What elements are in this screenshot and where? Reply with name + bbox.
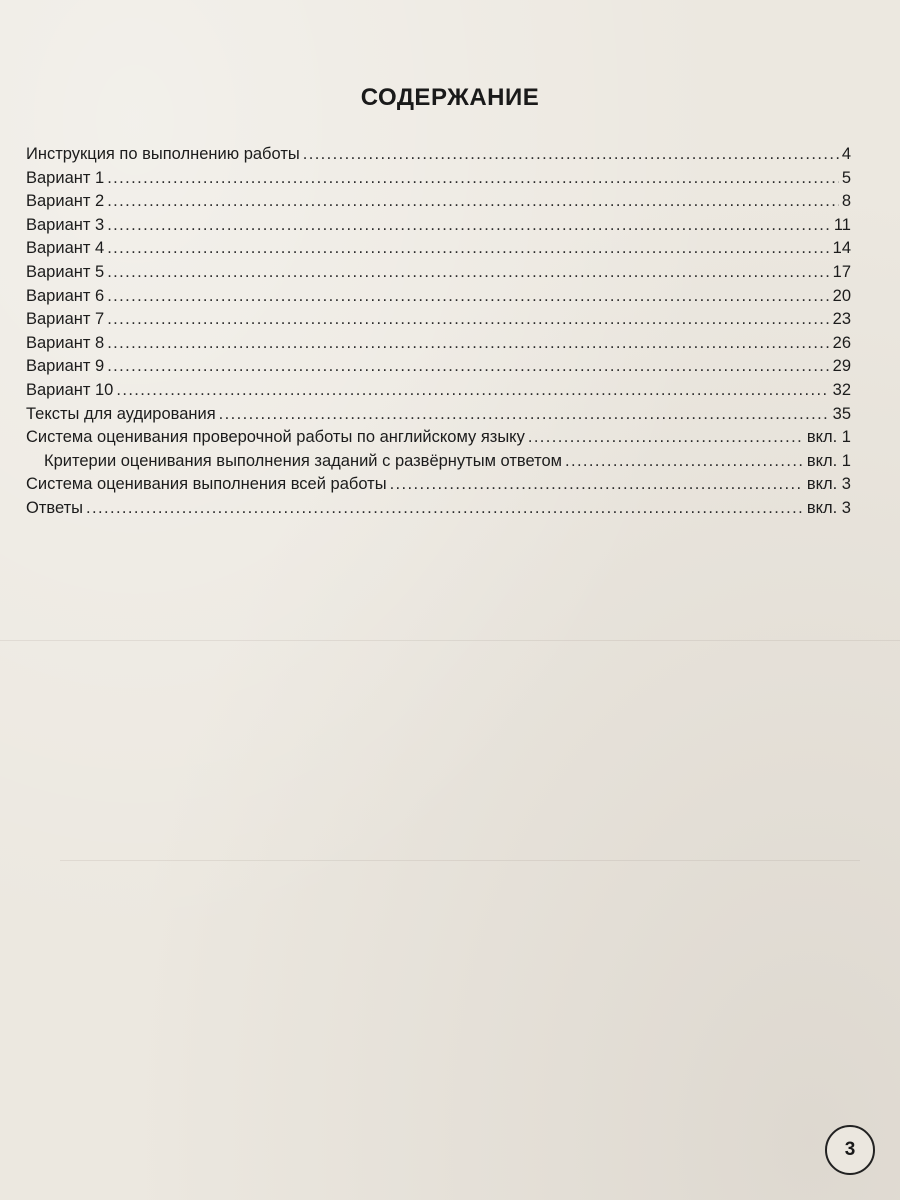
toc-page-number: 11 [833, 215, 851, 234]
toc-row [26, 497, 851, 521]
toc-row [26, 473, 851, 497]
toc-row [26, 403, 851, 427]
toc-leader-dots [107, 190, 839, 214]
toc-row [26, 167, 851, 191]
toc-page-number: 29 [832, 357, 851, 376]
toc-row [26, 143, 851, 167]
toc-row [26, 261, 851, 285]
toc-page-number: 8 [841, 192, 851, 211]
toc-label: Тексты для аудирования [26, 404, 216, 423]
toc-leader-dots [107, 167, 839, 191]
toc-label: Система оценивания проверочной работы по английскому языку [26, 428, 525, 447]
toc-row [26, 308, 851, 332]
toc-leader-dots [107, 332, 829, 356]
toc-leader-dots [219, 403, 830, 427]
paper-crease [60, 860, 860, 861]
toc-label: Вариант 1 [26, 168, 105, 187]
toc-label: Критерии оценивания выполнения заданий с развёрнутым ответом [44, 451, 562, 470]
toc-leader-dots [107, 308, 829, 332]
page-number-badge [825, 1125, 875, 1175]
toc-row [26, 450, 851, 474]
toc-page-number: 17 [832, 262, 851, 281]
toc-label: Вариант 2 [26, 192, 105, 211]
toc-label: Вариант 8 [26, 333, 105, 352]
toc-label: Вариант 9 [26, 357, 105, 376]
paper-crease [0, 640, 900, 641]
toc-label: Инструкция по выполнению работы [26, 145, 300, 163]
toc-page-number: вкл. 1 [806, 451, 851, 470]
toc-label: Вариант 4 [26, 239, 105, 258]
toc-row [26, 332, 851, 356]
toc-page-number: 5 [841, 168, 851, 187]
toc-label: Вариант 7 [26, 310, 105, 329]
toc-label: Вариант 6 [26, 286, 105, 305]
toc-row [26, 426, 851, 450]
toc-page-number: 35 [832, 404, 851, 423]
toc-page-number: вкл. 1 [806, 428, 851, 447]
toc-page-number: 23 [832, 310, 851, 329]
toc-label: Вариант 3 [26, 215, 105, 234]
toc-page-number: 14 [832, 239, 851, 258]
toc-page-number: вкл. 3 [806, 498, 851, 517]
toc-row [26, 285, 851, 309]
toc-page-number: 26 [832, 333, 851, 352]
toc-page-number: 20 [832, 286, 851, 305]
toc-leader-dots [528, 426, 804, 450]
toc-leader-dots [565, 450, 804, 474]
toc-leader-dots [303, 143, 839, 167]
toc-row [26, 214, 851, 238]
toc-page-number: 4 [841, 145, 851, 163]
toc-leader-dots [107, 261, 829, 285]
toc-label: Система оценивания выполнения всей работы [26, 475, 387, 494]
toc-row [26, 237, 851, 261]
toc-row [26, 190, 851, 214]
toc-leader-dots [107, 285, 829, 309]
toc-leader-dots [107, 214, 831, 238]
toc-leader-dots [86, 497, 804, 521]
page-title: СОДЕРЖАНИЕ [360, 84, 540, 111]
toc-page-number: вкл. 3 [806, 475, 851, 494]
toc-leader-dots [116, 379, 829, 403]
toc-row [26, 379, 851, 403]
page-number: 3 [844, 1139, 856, 1160]
toc-leader-dots [107, 237, 829, 261]
toc-page-number: 32 [832, 380, 851, 399]
toc-label: Вариант 5 [26, 262, 105, 281]
toc-leader-dots [107, 355, 829, 379]
toc-row [26, 355, 851, 379]
toc-label: Вариант 10 [26, 380, 114, 399]
toc-leader-dots [390, 473, 804, 497]
table-of-contents [26, 143, 851, 521]
toc-label: Ответы [26, 498, 84, 517]
